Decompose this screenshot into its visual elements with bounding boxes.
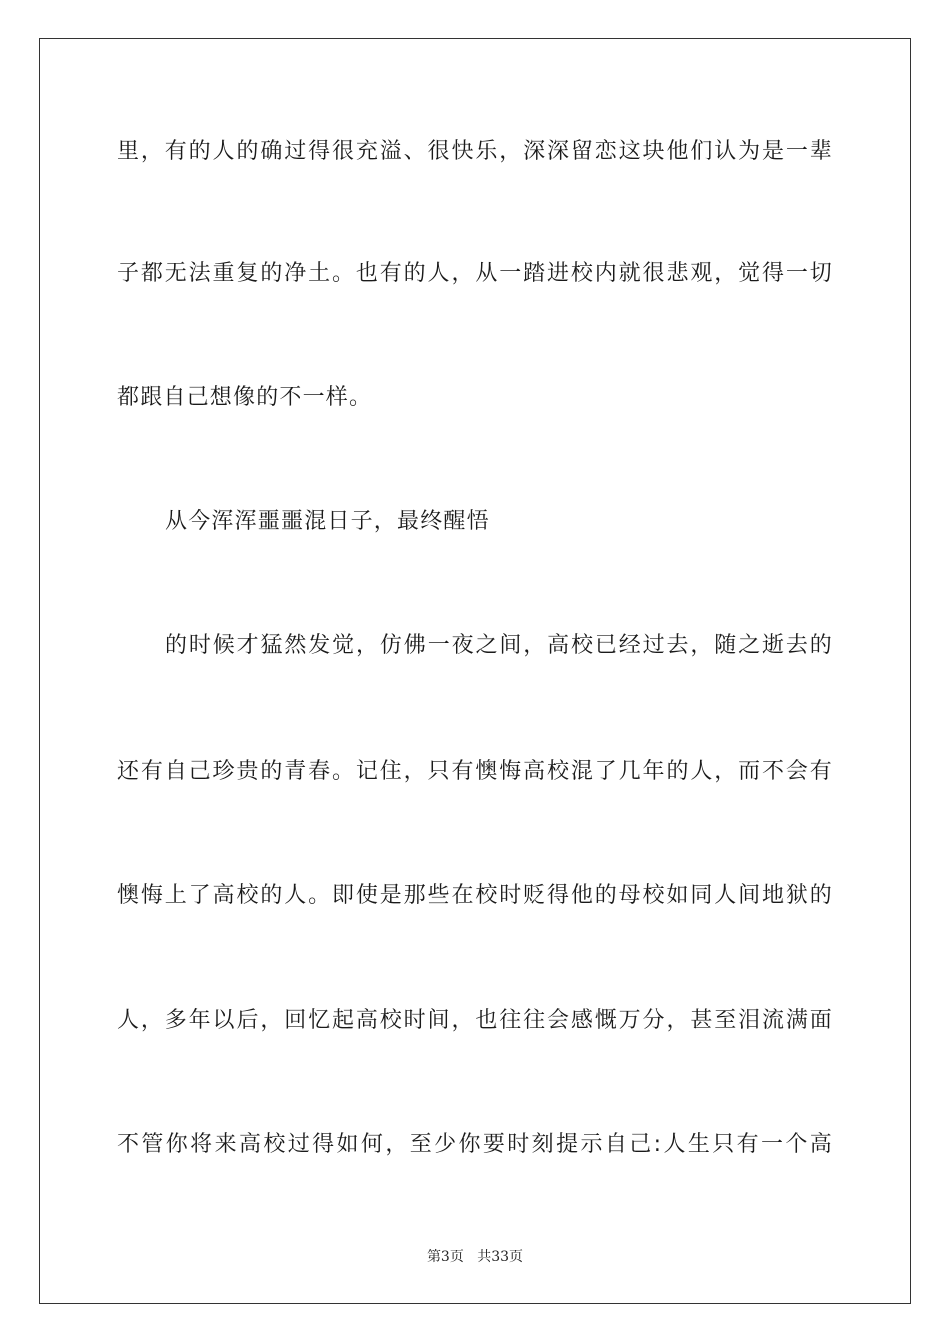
paragraph-line: 不管你将来高校过得如何，至少你要时刻提示自己:人生只有一个高	[117, 1132, 833, 1157]
paragraph-line: 里，有的人的确过得很充溢、很快乐，深深留恋这块他们认为是一辈	[117, 139, 833, 164]
paragraph-line: 还有自己珍贵的青春。记住，只有懊悔高校混了几年的人，而不会有	[117, 759, 833, 784]
paragraph-line: 都跟自己想像的不一样。	[117, 385, 373, 410]
page-total: 共33页	[477, 1249, 524, 1265]
paragraph-line: 懊悔上了高校的人。即使是那些在校时贬得他的母校如同人间地狱的	[117, 883, 833, 908]
page-footer	[0, 1248, 950, 1266]
paragraph-line: 人，多年以后，回忆起高校时间，也往往会感慨万分，甚至泪流满面	[117, 1008, 833, 1033]
paragraph-line: 从今浑浑噩噩混日子，最终醒悟	[165, 509, 490, 534]
page-border	[39, 38, 911, 1304]
paragraph-line: 子都无法重复的净土。也有的人，从一踏进校内就很悲观，觉得一切	[117, 261, 833, 286]
paragraph-line: 的时候才猛然发觉，仿佛一夜之间，高校已经过去，随之逝去的	[165, 633, 833, 658]
page-number: 第3页	[426, 1249, 464, 1265]
